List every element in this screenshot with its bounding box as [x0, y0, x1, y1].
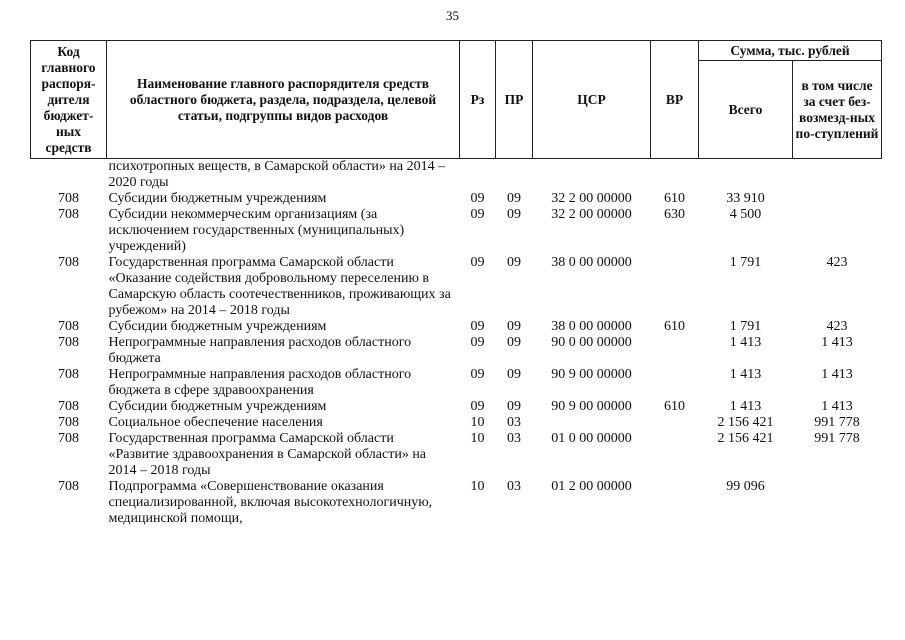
cell-total	[699, 159, 793, 192]
cell-csr: 01 2 00 00000	[551, 479, 632, 494]
cell-csr	[533, 159, 651, 192]
cell-total: 2 156 421	[717, 415, 774, 430]
cell-name: Субсидии некоммерческим организациям (за исключением государственных (муниципальных) учреждений)	[108, 207, 405, 254]
cell-vr: 610	[664, 399, 685, 414]
cell-csr: 38 0 00 00000	[551, 255, 632, 270]
cell-code: 708	[58, 399, 79, 414]
cell-code: 708	[58, 255, 79, 270]
cell-rz: 09	[470, 367, 485, 382]
cell-name: Субсидии бюджетным учреждениям	[108, 399, 327, 414]
cell-pr: 09	[507, 335, 521, 350]
cell-vr	[651, 367, 699, 399]
cell-total: 4 500	[729, 207, 762, 222]
cell-name: Государственная программа Самарской области «Развитие здравоохранения в Самарской области» на 2014 – 2018 годы	[108, 431, 427, 478]
table-body	[31, 159, 882, 528]
table-row	[31, 335, 882, 367]
header-code: Код главного распоря-дителя бюджет-ных средств	[31, 41, 107, 159]
cell-pr: 03	[507, 479, 521, 494]
cell-vr	[651, 415, 699, 431]
cell-pr: 03	[507, 431, 521, 446]
table-row	[31, 159, 882, 192]
cell-vr: 610	[664, 319, 685, 334]
cell-rz: 10	[470, 415, 485, 430]
cell-code: 708	[58, 191, 79, 206]
table-row	[31, 415, 882, 431]
cell-vr: 610	[664, 191, 685, 206]
cell-code: 708	[58, 367, 79, 382]
cell-pr: 09	[507, 207, 521, 222]
header-name: Наименование главного распорядителя средств областного бюджета, раздела, подраздела, целевой статьи, подгруппы видов расходов	[107, 41, 460, 159]
header-rz: Рз	[460, 41, 496, 159]
cell-total: 1 413	[729, 335, 762, 350]
cell-free: 991 778	[814, 431, 860, 446]
cell-total: 99 096	[726, 479, 765, 494]
cell-code: 708	[58, 415, 79, 430]
cell-total: 1 413	[729, 367, 762, 382]
cell-rz: 09	[470, 399, 485, 414]
cell-rz: 09	[470, 319, 485, 334]
cell-total: 1 791	[729, 255, 762, 270]
cell-rz: 09	[470, 207, 485, 222]
cell-code: 708	[58, 335, 79, 350]
cell-csr: 38 0 00 00000	[551, 319, 632, 334]
cell-free	[793, 479, 882, 527]
table-row	[31, 399, 882, 415]
cell-csr: 32 2 00 00000	[551, 191, 632, 206]
cell-rz: 10	[470, 479, 485, 494]
header-total: Всего	[699, 61, 793, 159]
cell-vr	[651, 431, 699, 479]
table-row	[31, 431, 882, 479]
cell-vr	[651, 479, 699, 527]
table-row	[31, 207, 882, 255]
cell-free: 1 413	[821, 367, 853, 382]
table-row	[31, 479, 882, 527]
cell-total: 2 156 421	[717, 431, 774, 446]
cell-name: Подпрограмма «Совершенствование оказания специализированной, включая высокотехнологичную, медицинской помощи,	[108, 479, 433, 526]
cell-vr	[651, 255, 699, 319]
cell-free: 1 413	[821, 399, 853, 414]
cell-name: Непрограммные направления расходов областного бюджета в сфере здравоохранения	[108, 367, 412, 398]
cell-pr: 09	[507, 191, 521, 206]
cell-name: Непрограммные направления расходов областного бюджета	[108, 335, 412, 366]
header-sum: Сумма, тыс. рублей	[699, 41, 882, 61]
cell-pr: 09	[507, 319, 521, 334]
cell-free	[793, 207, 882, 255]
cell-csr: 90 9 00 00000	[551, 367, 632, 382]
cell-total: 1 791	[729, 319, 762, 334]
header-free: в том числе за счет без-возмезд-ных по-ступлений	[793, 61, 882, 159]
cell-rz: 09	[470, 255, 485, 270]
cell-pr: 09	[507, 399, 521, 414]
budget-table	[30, 40, 882, 527]
cell-free: 991 778	[814, 415, 860, 430]
cell-vr: 630	[664, 207, 685, 222]
table-row	[31, 255, 882, 319]
cell-name: Государственная программа Самарской области «Оказание содействия добровольному переселению в Самарскую область соотечественников, проживающих за рубежом» на 2014 – 2018 годы	[108, 255, 451, 318]
cell-free	[793, 159, 882, 192]
cell-total: 1 413	[729, 399, 762, 414]
cell-free	[793, 191, 882, 207]
cell-name: Субсидии бюджетным учреждениям	[108, 191, 327, 206]
cell-pr: 09	[507, 255, 521, 270]
cell-total: 33 910	[726, 191, 765, 206]
cell-csr: 01 0 00 00000	[551, 431, 632, 446]
cell-free: 423	[826, 255, 848, 270]
cell-rz: 09	[470, 335, 485, 350]
cell-pr: 09	[507, 367, 521, 382]
header-csr: ЦСР	[533, 41, 651, 159]
cell-csr: 32 2 00 00000	[551, 207, 632, 222]
cell-rz: 10	[470, 431, 485, 446]
cell-free: 1 413	[821, 335, 853, 350]
cell-code: 708	[58, 207, 79, 222]
table-row	[31, 367, 882, 399]
header-vr: ВР	[651, 41, 699, 159]
table-row	[31, 191, 882, 207]
cell-name: Субсидии бюджетным учреждениям	[108, 319, 327, 334]
table-row	[31, 319, 882, 335]
cell-csr: 90 9 00 00000	[551, 399, 632, 414]
cell-code: 708	[58, 479, 79, 494]
cell-vr	[651, 335, 699, 367]
cell-name: психотропных веществ, в Самарской области» на 2014 – 2020 годы	[108, 159, 446, 190]
cell-rz: 09	[470, 191, 485, 206]
cell-free: 423	[826, 319, 848, 334]
header-pr: ПР	[496, 41, 533, 159]
cell-pr	[496, 159, 533, 192]
cell-code: 708	[58, 319, 79, 334]
cell-rz	[460, 159, 496, 192]
cell-pr: 03	[507, 415, 521, 430]
cell-name: Социальное обеспечение населения	[108, 415, 323, 430]
cell-code: 708	[58, 431, 79, 446]
cell-csr: 90 0 00 00000	[551, 335, 632, 350]
page-number: 35	[446, 8, 459, 23]
cell-code	[31, 159, 107, 192]
cell-csr	[533, 415, 651, 431]
cell-vr	[651, 159, 699, 192]
